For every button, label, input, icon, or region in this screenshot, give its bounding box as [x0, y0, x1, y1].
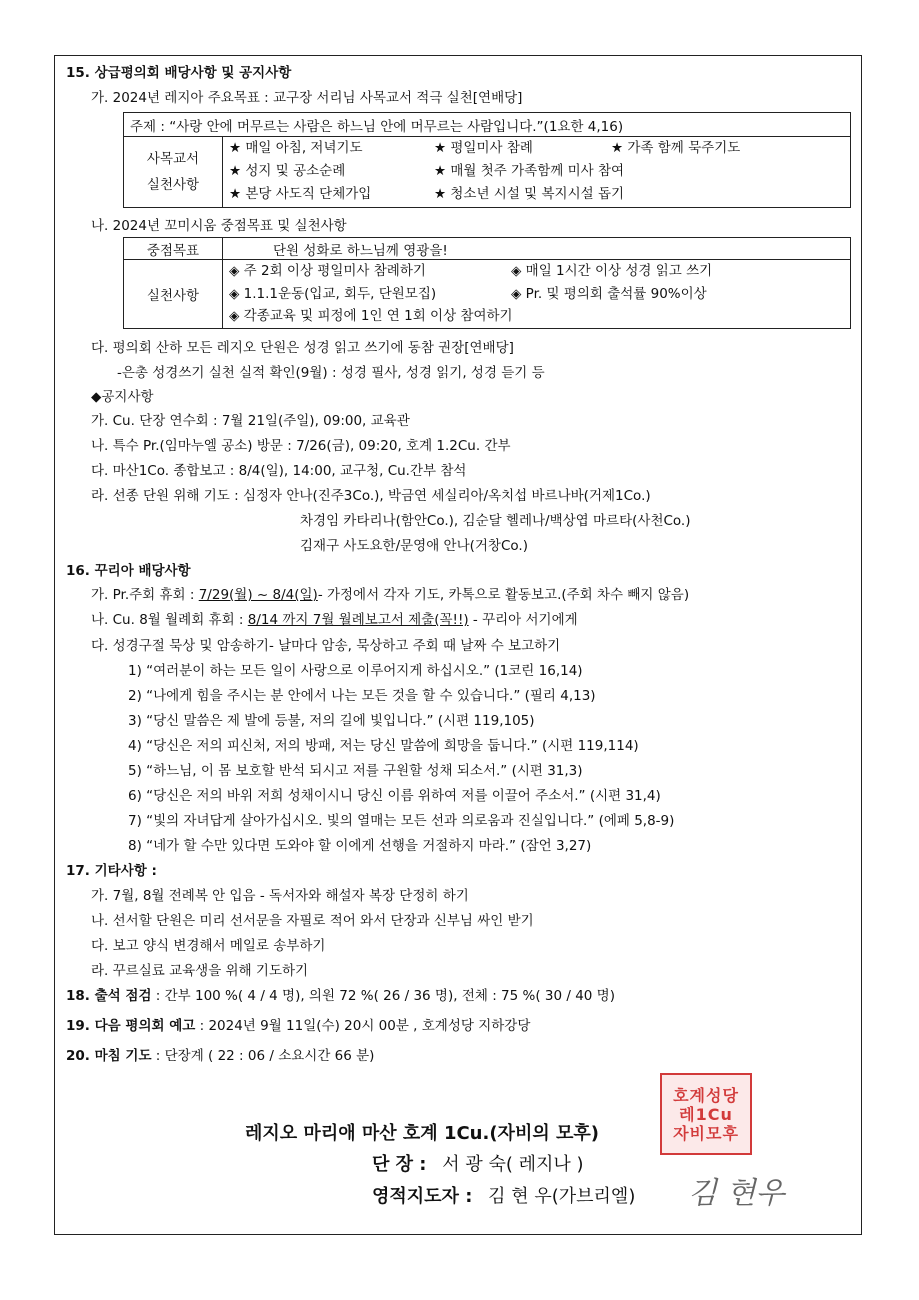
notice-item: 라. 선종 단원 위해 기도 : 심정자 안나(진주3Co.), 박금연 세실리아/옥치섭 바르나바(거제1Co.): [91, 488, 651, 504]
notice-item: 가. Cu. 단장 연수회 : 7월 21일(주일), 09:00, 교육관: [91, 413, 410, 429]
leader-label: 단 장 :: [372, 1154, 427, 1175]
director-signature: 김 현우: [688, 1176, 785, 1211]
verse-item: 8) “네가 할 수만 있다면 도와야 할 이에게 선행을 거절하지 마라.” (잠언 3,27): [128, 838, 592, 854]
pastoral-item: ★ 본당 사도직 단체가입: [229, 186, 372, 202]
notice-item: 다. 마산1Co. 종합보고 : 8/4(일), 14:00, 교구청, Cu.간부 참석: [91, 463, 467, 479]
next-meeting-label: 19. 다음 평의회 예고: [66, 1018, 196, 1034]
verse-item: 5) “하느님, 이 몸 보호할 반석 되시고 저를 구원할 성채 되소서.” (시편 31,3): [128, 763, 583, 779]
verse-item: 3) “당신 말씀은 제 발에 등불, 저의 길에 빛입니다.” (시편 119,105): [128, 713, 535, 729]
s16-a-post: - 가정에서 각자 기도, 카톡으로 활동보고.(주회 차수 빼지 않음): [317, 587, 690, 603]
pastoral-label-2: 실천사항: [146, 177, 200, 193]
verse-item: 2) “나에게 힘을 주시는 분 안에서 나는 모든 것을 할 수 있습니다.” (필리 4,13): [128, 688, 596, 704]
notice-item: 나. 특수 Pr.(임마누엘 공소) 방문 : 7/26(금), 09:20, 호계 1.2Cu. 간부: [91, 438, 511, 454]
section-15-heading: 15. 상급평의회 배당사항 및 공지사항: [66, 65, 292, 81]
practice-item: ◈ 주 2회 이상 평일미사 참례하기: [229, 263, 426, 279]
practice-item: ◈ 매일 1시간 이상 성경 읽고 쓰기: [511, 263, 713, 279]
pastoral-label-1: 사목교서: [146, 151, 200, 167]
verse-item: 7) “빛의 자녀답게 살아가십시오. 빛의 열매는 모든 선과 의로움과 진실입니다.” (에페 5,8-9): [128, 813, 675, 829]
attendance-label: 18. 출석 점검: [66, 988, 152, 1004]
attendance-value: : 간부 100 %( 4 / 4 명), 의원 72 %( 26 / 36 명), 전체 : 75 %( 30 / 40 명): [151, 988, 615, 1004]
focus-value: 단원 성화로 하느님께 영광을!: [223, 238, 851, 260]
notice-heading: ◆공지사항: [91, 389, 154, 405]
s16-c-title: 다. 성경구절 묵상 및 암송하기- 날마다 암송, 묵상하고 주회 때 날짜 수 보고하기: [91, 638, 561, 654]
pastoral-item: ★ 매일 아침, 저녁기도: [229, 140, 363, 156]
practice-items-cell: [223, 260, 851, 329]
section-17-heading: 17. 기타사항 :: [66, 863, 157, 879]
leader-name: 서 광 숙( 레지나 ): [442, 1154, 584, 1175]
misc-item: 나. 선서할 단원은 미리 선서문을 자필로 적어 와서 단장과 신부님 싸인 받기: [91, 913, 534, 929]
notice-item: 차경임 카타리나(함안Co.), 김순달 헬레나/백상엽 마르타(사천Co.): [300, 513, 691, 529]
pastoral-item: ★ 평일미사 참례: [434, 140, 533, 156]
practice-item: ◈ 1.1.1운동(입교, 회두, 단원모집): [229, 286, 437, 302]
s16-a-dates: 7/29(월) ~ 8/4(일): [198, 587, 318, 603]
s16-b: [91, 611, 578, 629]
pastoral-items-cell: [223, 137, 851, 208]
leader-line: [372, 1153, 584, 1177]
section-16-heading: 16. 꾸리아 배당사항: [66, 563, 191, 579]
pastoral-item: ★ 성지 및 공소순례: [229, 163, 346, 179]
director-line: [372, 1185, 635, 1209]
closing-prayer-label: 20. 마침 기도: [66, 1048, 152, 1064]
director-label: 영적지도자 :: [372, 1186, 473, 1207]
next-meeting-line: [66, 1017, 530, 1035]
verse-item: 1) “여러분이 하는 모든 일이 사랑으로 이루어지게 하십시오.” (1코린 16,14): [128, 663, 583, 679]
focus-table: [123, 237, 851, 329]
director-name: 김 현 우(가브리엘): [488, 1186, 636, 1207]
s15-c-line2: -은총 성경쓰기 실천 실적 확인(9월) : 성경 필사, 성경 읽기, 성경 듣기 등: [117, 365, 545, 381]
attendance-line: [66, 987, 615, 1005]
pastoral-item: ★ 청소년 시설 및 복지시설 돕기: [434, 186, 625, 202]
verse-item: 4) “당신은 저의 피신처, 저의 방패, 저는 당신 말씀에 희망을 둡니다.” (시편 119,114): [128, 738, 639, 754]
misc-item: 다. 보고 양식 변경해서 메일로 송부하기: [91, 938, 326, 954]
pastoral-label-cell: [124, 137, 223, 208]
verse-item: 6) “당신은 저의 바위 저희 성채이시니 당신 이름 위하여 저를 이끌어 주소서.” (시편 31,4): [128, 788, 661, 804]
theme-cell: 주제 : “사랑 안에 머무르는 사람은 하느님 안에 머무르는 사람입니다.”(1요한 4,16): [124, 113, 851, 137]
closing-prayer-value: : 단장계 ( 22 : 06 / 소요시간 66 분): [151, 1048, 375, 1064]
notice-item: 김재구 사도요한/문영애 안나(거창Co.): [300, 538, 528, 554]
s16-b-deadline: 8/14 까지 7월 월례보고서 제출(꼭!!): [247, 612, 469, 628]
s16-a-pre: 가. Pr.주회 휴회 :: [91, 587, 199, 603]
pastoral-item: ★ 매월 첫주 가족함께 미사 참여: [434, 163, 625, 179]
s15-b-title: 나. 2024년 꼬미시움 중점목표 및 실천사항: [91, 218, 347, 234]
org-name: 레지오 마리애 마산 호계 1Cu.(자비의 모후): [245, 1123, 599, 1144]
pastoral-item: ★ 가족 함께 묵주기도: [611, 140, 741, 156]
pastoral-table: [123, 112, 851, 208]
next-meeting-value: : 2024년 9월 11일(수) 20시 00분 , 호계성당 지하강당: [195, 1018, 531, 1034]
church-seal: 호계성당 레1Cu 자비모후: [660, 1073, 752, 1155]
practice-item: ◈ 각종교육 및 피정에 1인 연 1회 이상 참여하기: [229, 308, 513, 324]
practice-label: 실천사항: [124, 260, 223, 329]
s15-c-line1: 다. 평의회 산하 모든 레지오 단원은 성경 읽고 쓰기에 동참 권장[연배당]: [91, 340, 514, 356]
s16-b-post: - 꾸리아 서기에게: [468, 612, 578, 628]
s16-a: [91, 586, 689, 604]
misc-item: 가. 7월, 8월 전례복 안 입음 - 독서자와 해설자 복장 단정히 하기: [91, 888, 469, 904]
misc-item: 라. 꾸르실료 교육생을 위해 기도하기: [91, 963, 309, 979]
s15-a-title: 가. 2024년 레지아 주요목표 : 교구장 서리님 사목교서 적극 실천[연배당]: [91, 90, 523, 106]
practice-item: ◈ Pr. 및 평의회 출석률 90%이상: [511, 286, 707, 302]
focus-label: 중점목표: [124, 238, 223, 260]
closing-prayer-line: [66, 1047, 374, 1065]
s16-b-pre: 나. Cu. 8월 월례회 휴회 :: [91, 612, 248, 628]
